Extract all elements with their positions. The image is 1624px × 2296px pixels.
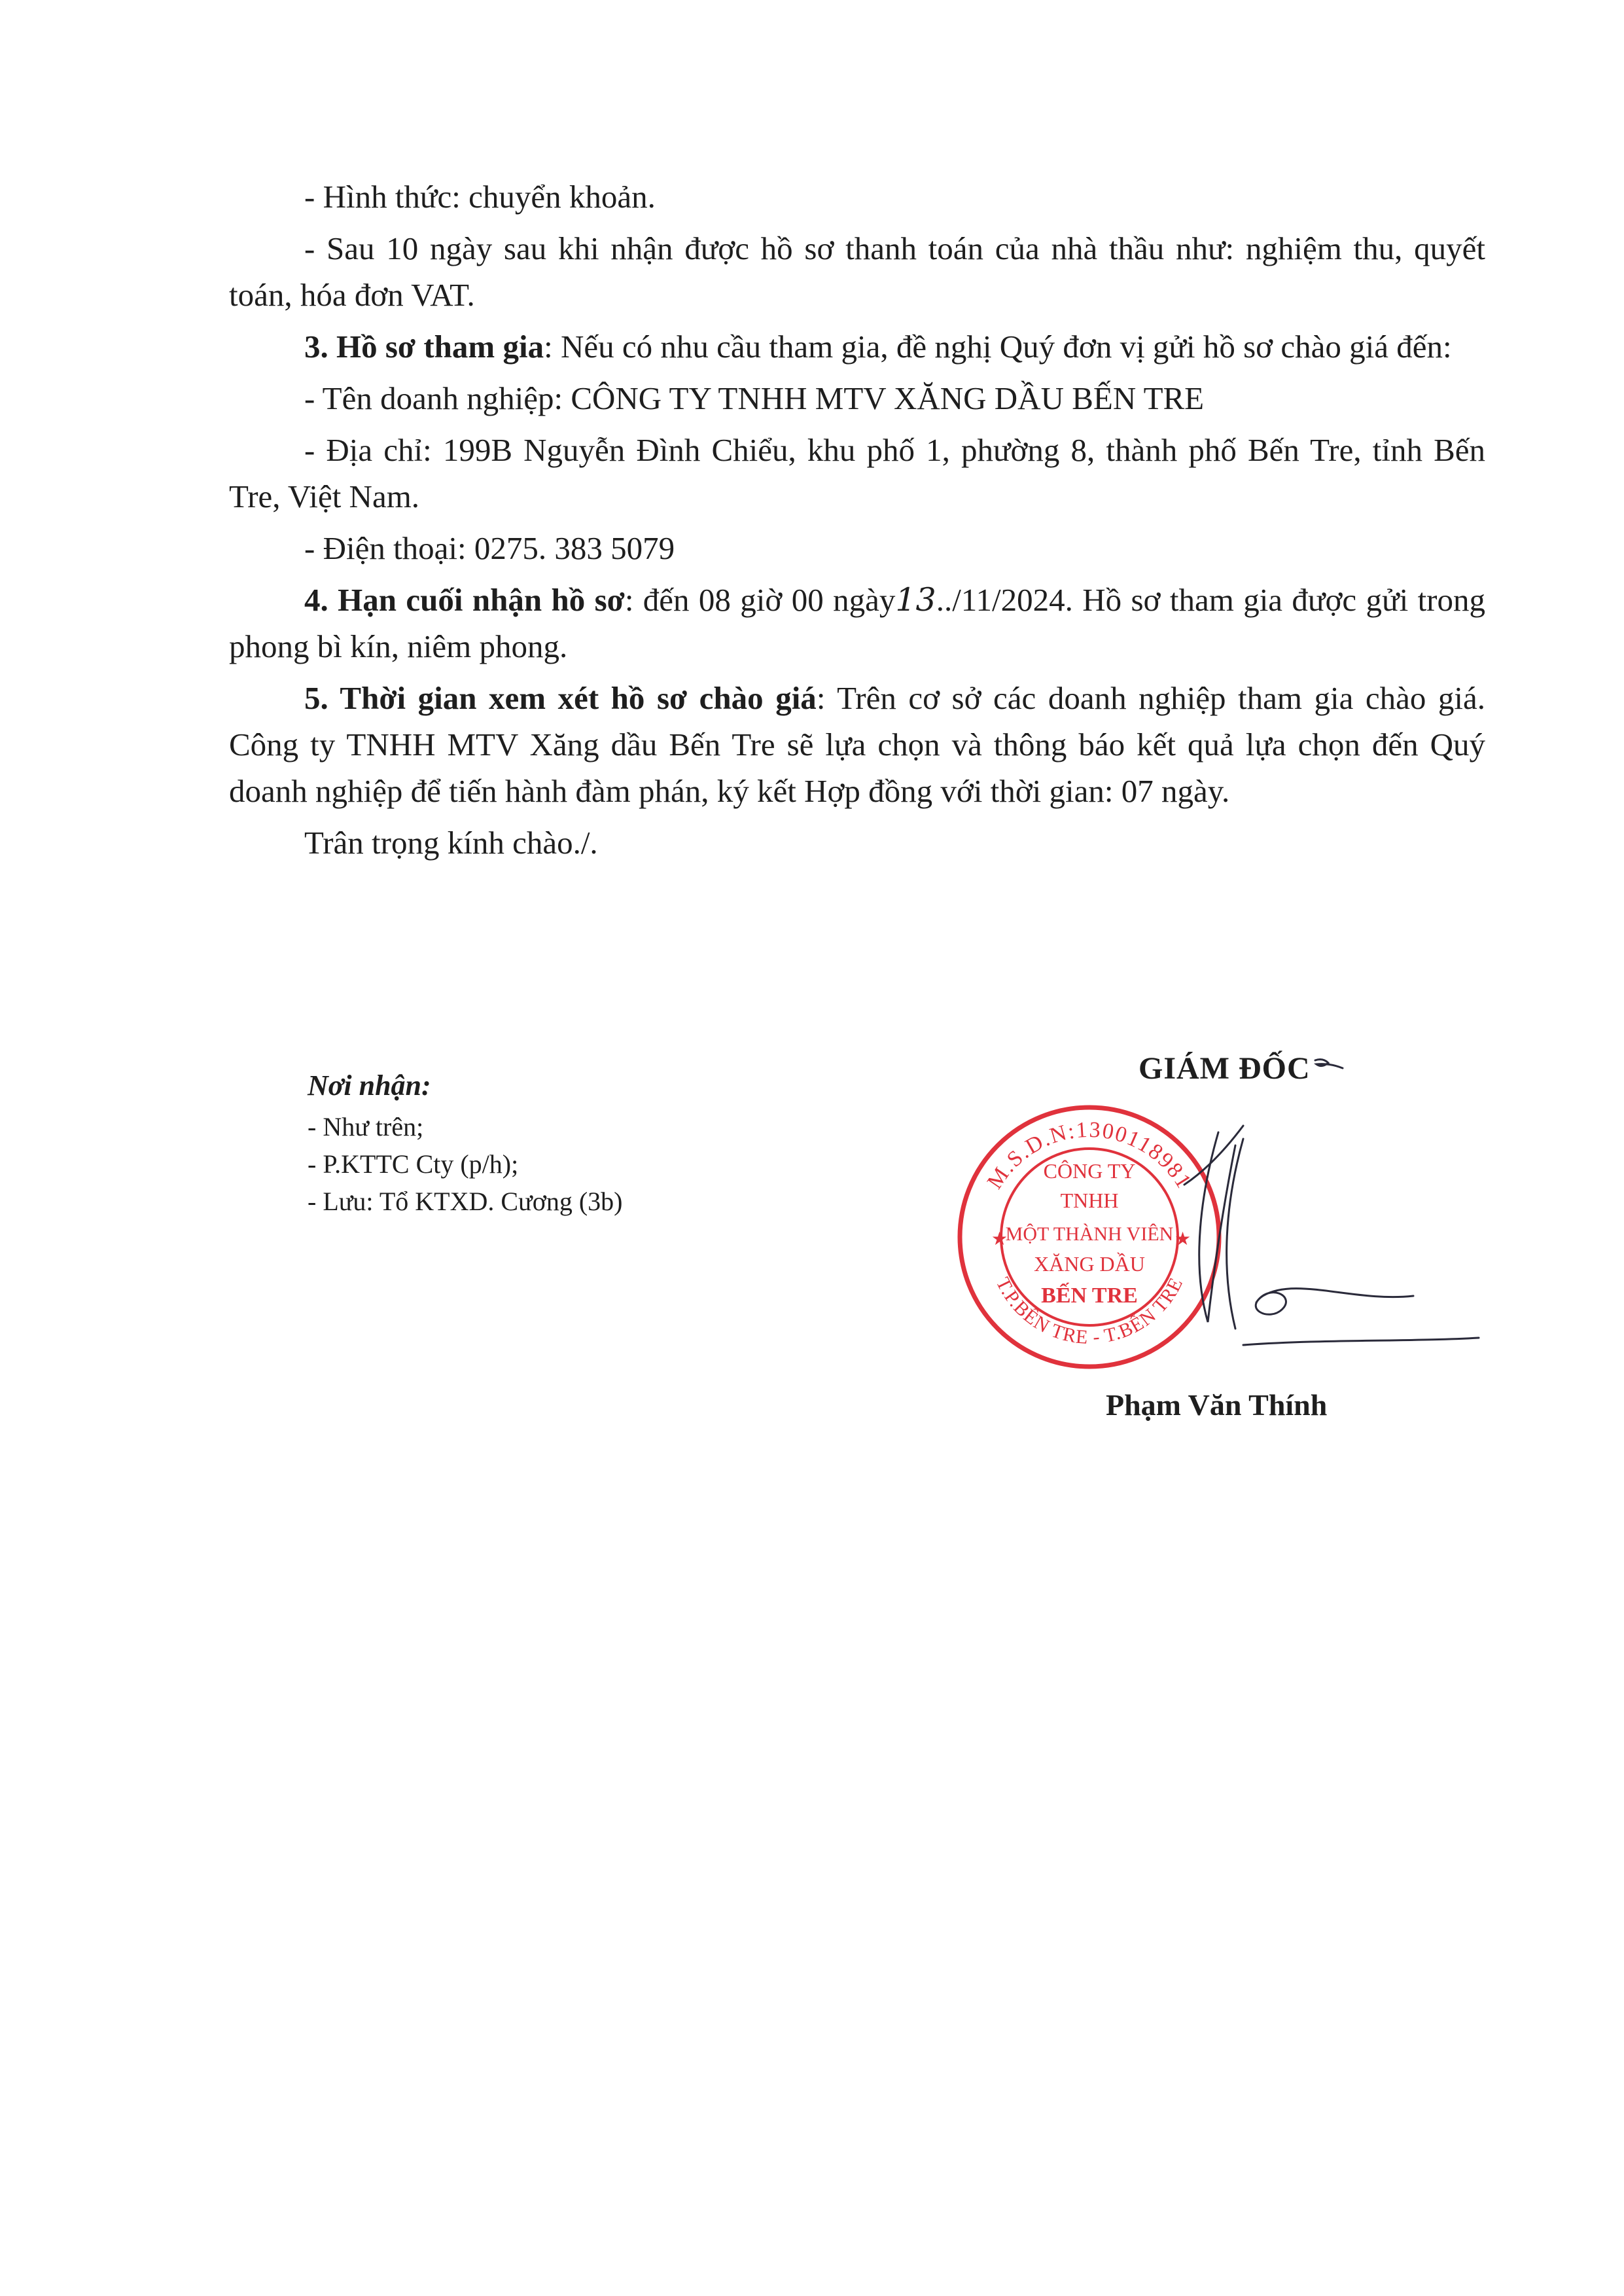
seal-line: BẾN TRE	[1041, 1283, 1138, 1308]
paragraph-phone: - Điện thoại: 0275. 383 5079	[304, 530, 675, 566]
seal-line: XĂNG DẦU	[1034, 1252, 1145, 1276]
seal-tax-code: M.S.D.N:1300118981	[982, 1117, 1197, 1194]
recipient-item: - P.KTTC Cty (p/h);	[308, 1149, 519, 1179]
paragraph-deadline	[229, 577, 1485, 670]
paragraph-payment-terms: - Sau 10 ngày sau khi nhận được hồ sơ thanh toán của nhà thầu như: nghiệm thu, quyết toán, hóa đơn VAT.	[229, 230, 1485, 313]
signer-title: GIÁM ĐỐC	[1139, 1051, 1311, 1086]
paragraph-review-time	[229, 675, 1485, 814]
svg-text:★: ★	[991, 1229, 1008, 1249]
handwritten-day: 13	[895, 581, 936, 619]
handwritten-signature-icon	[1047, 1047, 1505, 1388]
section-4-text-post: ../11/2024. Hồ sơ tham gia được gửi trong phong bì kín, niêm phong.	[229, 582, 1485, 664]
signer-name: Phạm Văn Thính	[1106, 1388, 1328, 1422]
section-heading-5: 5. Thời gian xem xét hồ sơ chào giá	[304, 680, 817, 716]
recipient-item: - Lưu: Tổ KTXD. Cương (3b)	[308, 1187, 623, 1216]
seal-location: T.P.BẾN TRE - T.BẾN TRE	[991, 1274, 1188, 1348]
paragraph-address: - Địa chỉ: 199B Nguyễn Đình Chiểu, khu phố 1, phường 8, thành phố Bến Tre, tỉnh Bến Tre, Việt Nam.	[229, 432, 1485, 514]
section-heading-3: 3. Hồ sơ tham gia	[304, 329, 544, 365]
section-3-text: : Nếu có nhu cầu tham gia, đề nghị Quý đơn vị gửi hồ sơ chào giá đến:	[544, 329, 1452, 365]
recipients-block	[308, 1067, 623, 1220]
paragraph-company-name: - Tên doanh nghiệp: CÔNG TY TNHH MTV XĂNG DẦU BẾN TRE	[304, 380, 1205, 416]
paragraph-payment-method: - Hình thức: chuyển khoản.	[304, 179, 656, 215]
svg-text:★: ★	[1174, 1229, 1192, 1249]
section-heading-4: 4. Hạn cuối nhận hồ sơ	[304, 582, 625, 618]
seal-line: MỘT THÀNH VIÊN	[1005, 1223, 1174, 1245]
paragraph-closing: Trân trọng kính chào./.	[304, 825, 598, 861]
paragraph-submission	[229, 323, 1485, 370]
recipients-title: Nơi nhận:	[308, 1069, 431, 1102]
section-4-text-pre: : đến 08 giờ 00 ngày	[624, 582, 896, 618]
letter-body	[229, 173, 1485, 871]
recipient-item: - Như trên;	[308, 1112, 424, 1141]
seal-line: CÔNG TY	[1043, 1159, 1136, 1183]
section-5-text: : Trên cơ sở các doanh nghiệp tham gia chào giá. Công ty TNHH MTV Xăng dầu Bến Tre sẽ lựa chọn và thông báo kết quả lựa chọn đến Quý doanh nghiệp để tiến hành đàm phán, ký kết Hợp đồng với thời gian: 07 ngày.	[229, 680, 1486, 809]
seal-line: TNHH	[1060, 1189, 1119, 1212]
